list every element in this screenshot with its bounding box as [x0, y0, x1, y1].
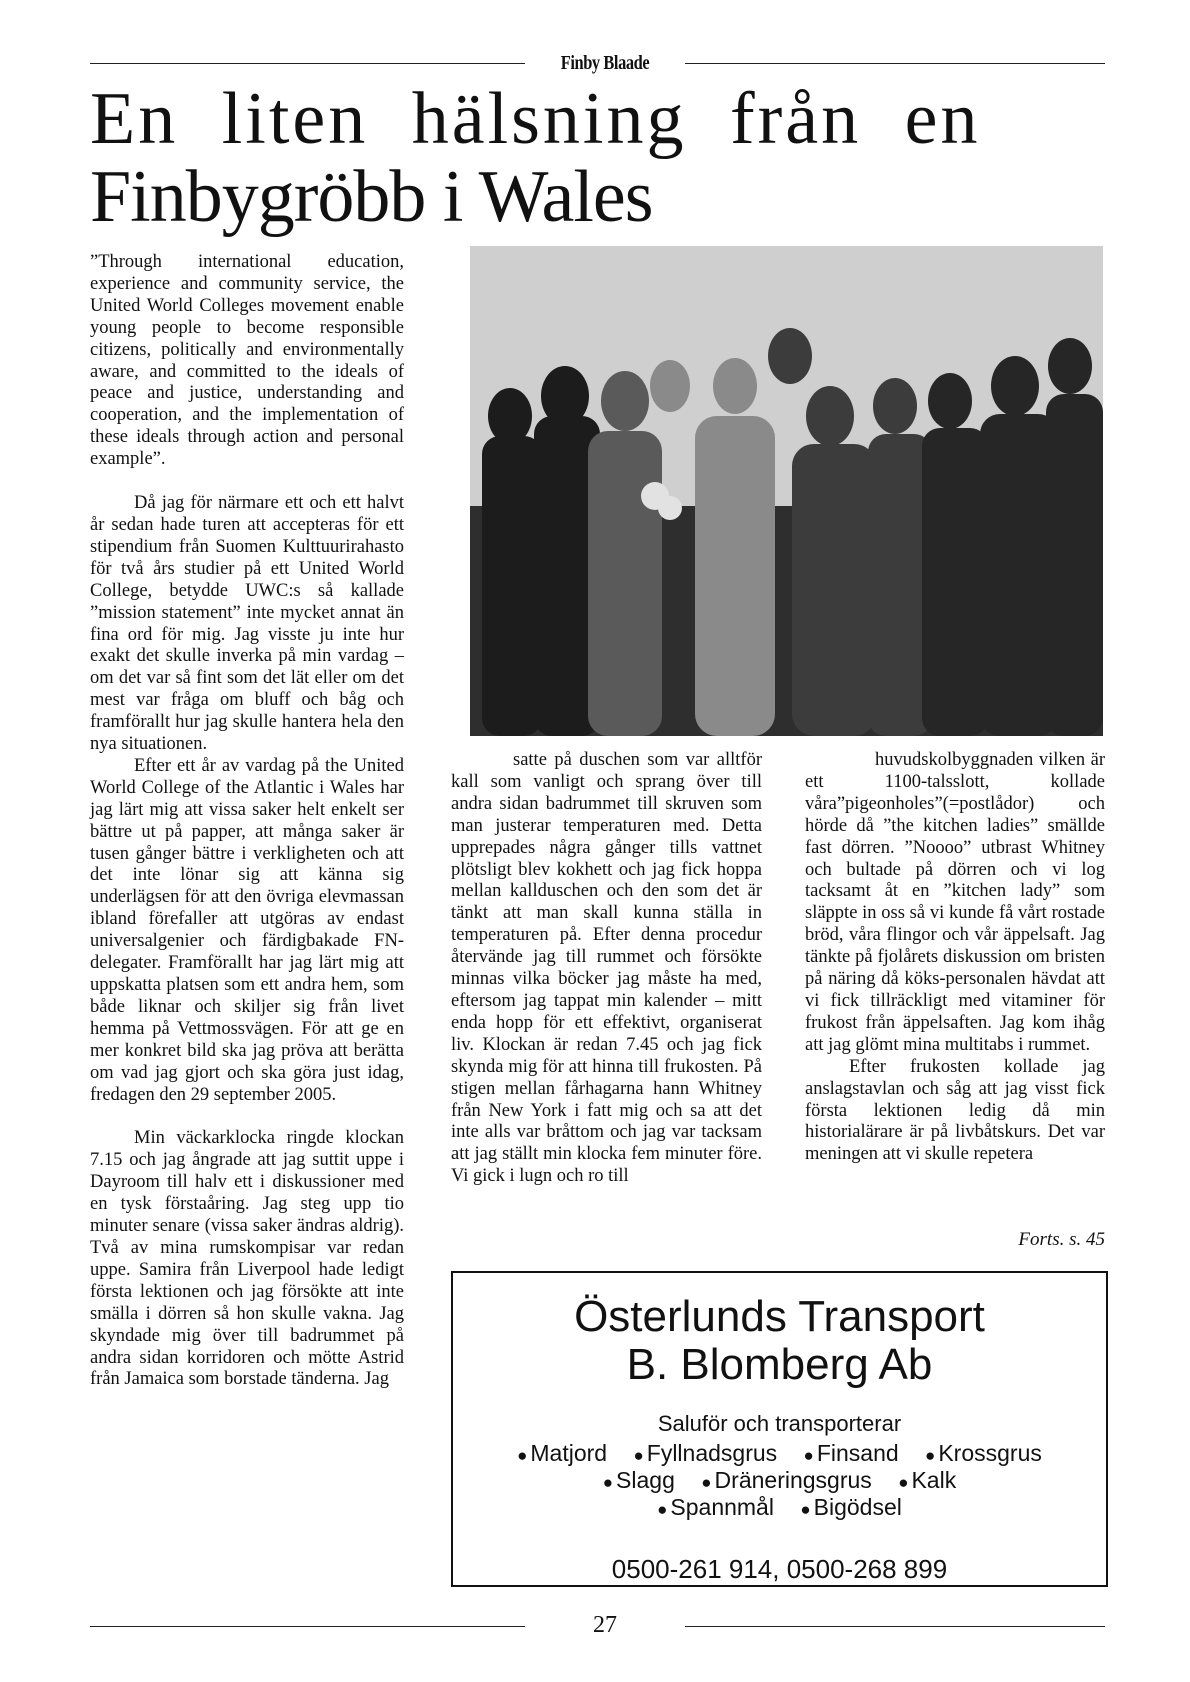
article-paragraph: satte på duschen som var alltför kall som vanligt och sprang över till andra sidan badrummet till skruven som man justerar temperaturen med. Detta upprepades några gånger tills vattnet plötsligt blev kokhett och jag fick hoppa mellan kallduschen och den som det är tänkt att man skall kunna ställa in temperaturen på. Efter denna procedur återvände jag till rummet och försökte minnas vilka böcker jag måste ha med, eftersom jag tappat min kalender – mitt enda hopp för ett effektivt, organiserat liv. Klockan är redan 7.45 och jag fick skynda mig för att hinna till frukosten. På stigen mellan fårhagarna hann Whitney från New York i fatt mig och sa att det inte alls var bråttom och jag var tacksam att jag ställt min klocka fem minuter före. Vi gick i lugn och ro till: [451, 750, 762, 1187]
ad-product: ● Fyllnadsgrus: [633, 1440, 777, 1466]
article-paragraph: Min väckarklocka ringde klockan 7.15 och jag ångrade att jag suttit uppe i Dayroom till halv ett i diskussioner med en tysk förstaåring. Jag steg upp tio minuter senare (vissa saker ändras aldrig). Två av mina rumskompisar var redan uppe. Samira från Liverpool hade ledigt första lektionen och jag försökte att inte smälla i dörren så hon skulle vakna. Jag skyndade mig över till badrummet på andra sidan korridoren och mötte Astrid från Jamaica som borstade tänderna. Jag: [90, 1128, 404, 1390]
ad-company-line-1: Österlunds Transport: [574, 1292, 985, 1341]
advertisement-box: [451, 1271, 1108, 1587]
ad-company-line-2: B. Blomberg Ab: [626, 1340, 933, 1389]
article-column-1: [90, 252, 404, 1391]
continued-note: Forts. s. 45: [1018, 1229, 1105, 1250]
article-paragraph: Då jag för närmare ett och ett halvt år sedan hade turen att accepteras för ett stipendium från Suomen Kulttuurirahasto för två års studier på ett United World College, betydde UWC:s så kallade ”mission statement” inte mycket annat än fina ord för mig. Jag visste ju inte hur exakt det skulle inverka på min vardag – om det var så fint som det lät eller om det mest var fråga om bluff och båg och framförallt hur jag skulle hantera hela den nya situationen.: [90, 493, 404, 755]
ad-company-name: [453, 1293, 1106, 1389]
article-headline: [90, 80, 1100, 236]
headline-line-1: En liten hälsning från en: [90, 78, 981, 160]
group-photo: [470, 246, 1103, 736]
ad-product: ● Finsand: [804, 1440, 899, 1466]
ad-product: ● Slagg: [603, 1467, 675, 1493]
ad-product: ● Kalk: [898, 1467, 956, 1493]
ad-product: ● Dräneringsgrus: [701, 1467, 872, 1493]
article-column-3: [805, 750, 1105, 1166]
ad-product: ● Bigödsel: [800, 1494, 902, 1520]
ad-product-list: [453, 1441, 1106, 1522]
header-rule-left: [90, 63, 525, 64]
ad-product: ● Spannmål: [657, 1494, 774, 1520]
article-quote: ”Through international education, experience and community service, the United World Colleges movement enable young people to become responsible citizens, politically and environmentally aware, and committed to the ideals of peace and justice, understanding and cooperation, and the implementation of these ideals through action and personal example”.: [90, 252, 404, 470]
headline-line-2: Finbygröbb i Wales: [90, 156, 653, 238]
article-paragraph: Efter frukosten kollade jag anslagstavlan och såg att jag visst fick första lektionen ledig då min historialärare är på livbåtskurs. Det var meningen att vi skulle repetera: [805, 1056, 1105, 1165]
header-rule-right: [685, 63, 1105, 64]
publication-name: Finby Blaade: [560, 52, 650, 74]
footer-rule-right: [685, 1626, 1105, 1627]
page-number: 27: [593, 1612, 617, 1638]
ad-subtitle: Saluför och transporterar: [657, 1411, 902, 1436]
ad-product-row: [453, 1468, 1106, 1495]
ad-product: ● Krossgrus: [925, 1440, 1042, 1466]
article-column-2: [451, 750, 762, 1188]
footer-rule-left: [90, 1626, 525, 1627]
ad-product-row: [453, 1495, 1106, 1522]
ad-product-row: [453, 1441, 1106, 1468]
article-paragraph: Efter ett år av vardag på the United World College of the Atlantic i Wales har jag lärt mig att vissa saker helt enkelt ser bättre ut på papper, att många saker är tusen gånger bättre i verkligheten och att det inte lönar sig att känna sig underlägsen för att den övriga elevmassan ibland förefaller att utgöras av endast universalgenier och färdigbakade FN-delegater. Framförallt har jag lärt mig att uppskatta platsen som ett andra hem, som både liknar och skiljer sig från livet hemma på Vettmossvägen. För att ge en mer konkret bild ska jag pröva att berätta om vad jag gjort och ska göra just idag, fredagen den 29 september 2005.: [90, 755, 404, 1105]
ad-product: ● Matjord: [517, 1440, 607, 1466]
ad-phone-numbers: 0500-261 914, 0500-268 899: [611, 1554, 948, 1584]
article-paragraph: huvudskolbyggnaden vilken är ett 1100-talsslott, kollade våra”pigeonholes”(=postlådor) och hörde då ”the kitchen ladies” smällde fast dörren. ”Noooo” utbrast Whitney och bultade på dörren och vi log tacksamt åt en ”kitchen lady” som släppte in oss så vi kunde få vårt rostade bröd, våra flingor och vår äppelsaft. Jag tänkte på fjolårets diskussion om bristen på näring då köks-personalen hävdat att vi fick tillräckligt med vitaminer för frukost från äppelsaften. Jag kom ihåg att jag glömt mina multitabs i rummet.: [805, 750, 1105, 1055]
